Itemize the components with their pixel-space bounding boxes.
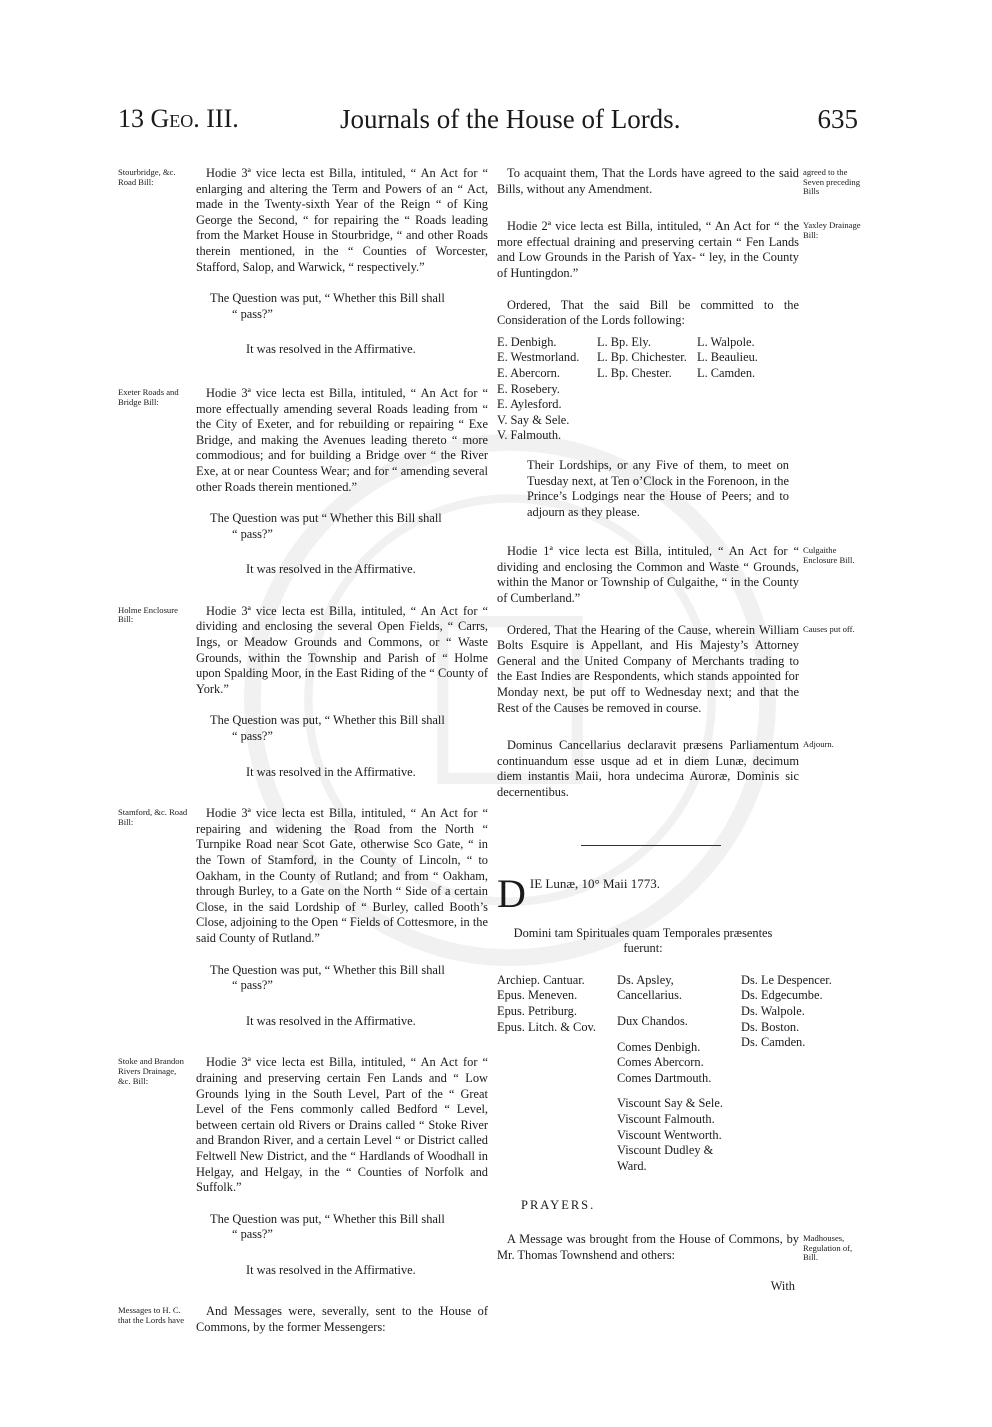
attendee: Comes Dartmouth. xyxy=(617,1070,712,1085)
attendance-list xyxy=(497,972,832,1175)
causes-text: Ordered, That the Hearing of the Cause, wherein William Bolts Esquire is Appellant, and His Majesty’s Attorney General and the United Company of Merchants trading to the East Indies are Respondents, which stands appointed for Monday next, be put off to Wednesday next; and that the Rest of the Causes be removed in course. xyxy=(497,622,799,715)
attendee: Viscount Wentworth. xyxy=(617,1127,722,1142)
attendance-col-2 xyxy=(617,973,741,1175)
present-heading: Domini tam Spirituales quam Temporales præsentes fuerunt: xyxy=(513,925,773,956)
attendee: Ds. Camden. xyxy=(741,1035,806,1050)
right-column xyxy=(497,166,861,1295)
margin-note: Holme Enclosure Bill: xyxy=(118,604,178,625)
resolution: It was resolved in the Affirmative. xyxy=(246,342,416,357)
yaxley-entry xyxy=(497,219,861,281)
resolution: It was resolved in the Affirmative. xyxy=(246,1262,416,1277)
prayers-heading: PRAYERS. xyxy=(521,1198,596,1213)
culgaithe-entry xyxy=(497,544,855,606)
question-line-2: “ pass?” xyxy=(232,306,273,321)
margin-note: Culgaithe Enclosure Bill. xyxy=(803,545,855,565)
question-line: The Question was put, “ Whether this Bill shall xyxy=(210,291,445,306)
lord-name: L. Bp. Chichester. xyxy=(597,350,687,365)
margin-note: Messages to H. C. that the Lords have xyxy=(118,1305,185,1326)
bill-text: Hodie 3ª vice lecta est Billa, intituled, “ An Act for “ repairing and widening the Road from the North “ Turnpike Road near Scot Gate, otherwise Sco Gate, “ in the Town of Stamford, in the County of Lincoln, “ to Oakham, in the County of Rutland; and from “ Oakham, through Burley, to a Gate on the North “ Side of a certain Close, in the said Lordship of “ Burley, called Booth’s Close, adjoining to the Open “ Fields of Cottesmore, in the said County of Rutland.” xyxy=(196,806,488,945)
causes-entry xyxy=(497,622,855,717)
question-line-2: “ pass?” xyxy=(232,978,273,993)
lord-name: E. Abercorn. xyxy=(497,365,560,380)
resolution: It was resolved in the Affirmative. xyxy=(246,1013,416,1028)
lord-name: E. Aylesford. xyxy=(497,397,562,412)
lord-name: V. Falmouth. xyxy=(497,428,562,443)
meeting-text: Their Lordships, or any Five of them, to meet on Tuesday next, at Ten o’Clock in the Forenoon, in the Prince’s Lodgings near the House of Peers; and to adjourn as they please. xyxy=(527,457,789,519)
margin-note: Adjourn. xyxy=(803,739,834,750)
attendance-col-3 xyxy=(741,973,841,1175)
ordered-committee: Ordered, That the said Bill be committed to the Consideration of the Lords following: xyxy=(497,297,799,328)
message-text: A Message was brought from the House of Commons, by Mr. Thomas Townshend and others: xyxy=(497,1231,799,1262)
lord-name: V. Say & Sele. xyxy=(497,412,570,427)
date-text: IE Lunæ, 10° Maii 1773. xyxy=(529,875,661,891)
margin-note: Stoke and Brandon Rivers Drainage, &c. Bill: xyxy=(118,1056,184,1086)
committee-lords-more xyxy=(497,382,799,444)
margin-note: Causes put off. xyxy=(803,623,855,634)
messages-text: And Messages were, severally, sent to the House of Commons, by the former Messengers: xyxy=(196,1304,488,1335)
attendee: Ds. Le Despencer. xyxy=(741,972,832,987)
lord-name: L. Bp. Chester. xyxy=(597,365,672,380)
question-line: The Question was put, “ Whether this Bill shall xyxy=(210,962,445,977)
question-line: The Question was put, “ Whether this Bill shall xyxy=(210,1211,445,1226)
committee-lords xyxy=(497,335,799,382)
margin-note: Yaxley Drainage Bill: xyxy=(803,220,861,240)
attendee: Viscount Say & Sele. xyxy=(617,1096,723,1111)
bill-text: Hodie 3ª vice lecta est Billa, intituled, “ An Act for “ draining and preserving certain Fen Lands and “ Low Grounds lying in the South Level, Part of the “ Great Level of the Fens commonly called Bedford “ Level, between certain old Rivers or Drains called “ Stoke River and Brandon River, and a certain Level “ or District called Feltwell New District, and the “ Hardlands of Woodhall in Helgay, and Helgay, in the “ Counties of Norfolk and Suffolk.” xyxy=(196,1055,488,1195)
bill-text: Hodie 3ª vice lecta est Billa, intituled, “ An Act for “ dividing and enclosing the several Open Fields, “ Carrs, Ings, or Meadow Grounds and Commons, or “ Waste Grounds, within the Township and Parish of “ Holme upon Spalding Moor, in the East Riding of the “ County of York.” xyxy=(196,603,488,696)
attendee: Viscount Dudley & Ward. xyxy=(617,1143,714,1173)
acquaint-entry xyxy=(497,166,861,197)
attendee: Viscount Falmouth. xyxy=(617,1111,715,1126)
attendee: Ds. Walpole. xyxy=(741,1003,805,1018)
lord-name: L. Bp. Ely. xyxy=(597,334,651,349)
attendee: Epus. Meneven. xyxy=(497,988,578,1003)
lord-name: L. Beaulieu. xyxy=(697,350,758,365)
margin-note: Madhouses, Regulation of, Bill. xyxy=(803,1232,853,1263)
bill-entry-holme xyxy=(118,603,488,780)
question-line: The Question was put, “ Whether this Bill shall xyxy=(210,713,445,728)
margin-note: Exeter Roads and Bridge Bill: xyxy=(118,386,179,407)
question-line-2: “ pass?” xyxy=(232,526,273,541)
lord-name: L. Walpole. xyxy=(697,334,755,349)
question-line-2: “ pass?” xyxy=(232,1227,273,1242)
attendee: Comes Abercorn. xyxy=(617,1055,704,1070)
section-divider xyxy=(581,845,721,846)
attendee: Ds. Apsley, Cancellarius. xyxy=(617,972,683,1003)
lord-name: L. Camden. xyxy=(697,365,756,380)
adjourn-entry xyxy=(497,738,834,800)
page-header xyxy=(118,104,858,148)
attendee: Ds. Edgecumbe. xyxy=(741,988,823,1003)
adjourn-text: Dominus Cancellarius declaravit præsens Parliamentum continuandum esse usque ad et in diem Lunæ, decimum diem instantis Maii, hora undecima Auroræ, Dominis sic decernentibus. xyxy=(497,738,799,799)
catchword: With xyxy=(770,1279,795,1294)
attendee: Ds. Boston. xyxy=(741,1019,800,1034)
question-line-2: “ pass?” xyxy=(232,729,273,744)
attendance-col-1 xyxy=(497,973,617,1175)
margin-note: Stamford, &c. Road Bill: xyxy=(118,807,188,827)
lord-name: E. Westmorland. xyxy=(497,350,580,365)
left-column xyxy=(118,166,488,1352)
attendee: Epus. Petriburg. xyxy=(497,1003,577,1018)
culgaithe-text: Hodie 1ª vice lecta est Billa, intituled, “ An Act for “ dividing and enclosing the Common and Waste “ Grounds, within the Manor or Township of Culgaithe, “ in the County of Cumberland.” xyxy=(497,544,799,606)
bill-entry-stourbridge xyxy=(118,166,488,358)
bill-text: Hodie 3ª vice lecta est Billa, intituled, “ An Act for “ more effectually amending several Roads leading from “ the City of Exeter, and for rebuilding or repairing “ Exe Bridge, and making the Avenues leading thereto “ more commodious; and for building a Bridge over “ the River Exe, at or near Countess Wear; and for “ amending several other Roads therein mentioned.” xyxy=(196,385,488,494)
bill-entry-exeter xyxy=(118,385,488,578)
bill-entry-stamford xyxy=(118,806,488,1029)
attendee: Archiep. Cantuar. xyxy=(497,972,585,987)
lord-name: E. Denbigh. xyxy=(497,334,557,349)
drop-cap: D xyxy=(497,870,526,916)
page-number: 635 xyxy=(817,104,858,134)
date-heading xyxy=(497,870,799,916)
resolution: It was resolved in the Affirmative. xyxy=(246,562,416,577)
attendee: Comes Denbigh. xyxy=(617,1039,701,1054)
yaxley-text: Hodie 2ª vice lecta est Billa, intituled, “ An Act for “ the more effectual draining and preserving certain “ Fen Lands and Low Grounds in the Parish of Yax- “ ley, in the County of Huntingdon.” xyxy=(497,219,799,280)
margin-note: Stourbridge, &c. Road Bill: xyxy=(118,167,176,187)
bill-entry-stoke-brandon xyxy=(118,1055,488,1278)
bill-text: Hodie 3ª vice lecta est Billa, intituled, “ An Act for “ enlarging and altering the Term and Powers of an “ Act, made in the Twenty-sixth Year of the Reign “ of King George the Second, “ for repairing the “ Roads leading from the Market House in Stourbridge, “ and other Roads therein mentioned, in the “ Counties of Worcester, Stafford, Salop, and Warwick, “ respectively.” xyxy=(196,166,488,274)
messages-entry xyxy=(118,1304,488,1335)
resolution: It was resolved in the Affirmative. xyxy=(246,764,416,779)
message-entry xyxy=(497,1231,853,1263)
acquaint-text: To acquaint them, That the Lords have agreed to the said Bills, without any Amendment. xyxy=(497,166,799,196)
regnal-year: 13 Geo. III. xyxy=(118,104,239,133)
attendee: Dux Chandos. xyxy=(617,1013,688,1028)
attendee: Epus. Litch. & Cov. xyxy=(497,1019,597,1034)
lord-name: E. Rosebery. xyxy=(497,381,560,396)
journal-title: Journals of the House of Lords. xyxy=(340,104,681,134)
question-line: The Question was put “ Whether this Bill shall xyxy=(210,511,442,526)
margin-note: agreed to the Seven preceding Bills xyxy=(803,167,861,197)
